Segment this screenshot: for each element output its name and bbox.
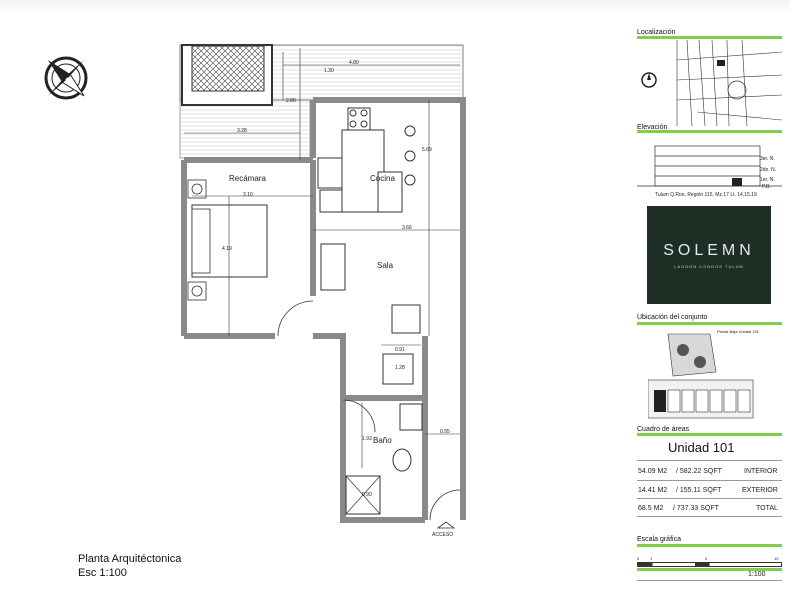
dim-366: 3.66	[402, 225, 412, 231]
access-label: ACCESO	[432, 532, 454, 538]
toilet	[393, 449, 411, 471]
level-pb: P.B.	[762, 184, 771, 190]
ubicacion-sub: Planta Baja Unidad 101	[717, 329, 760, 334]
scale-tick-10: 10	[774, 556, 779, 561]
brand-image	[647, 206, 771, 304]
dim-095: 0.95	[440, 429, 450, 435]
room-label-bedroom: Recámara	[229, 174, 266, 183]
cuadro-label: Cuadro de áreas	[637, 426, 690, 433]
level-2: 2do. N.	[760, 167, 777, 173]
dim-280: 2.80	[286, 98, 296, 104]
sofa	[321, 244, 345, 290]
elevacion-label: Elevación	[637, 124, 668, 131]
area-m2-exterior: 14.41 M2	[638, 487, 668, 494]
dim-328: 3.28	[237, 128, 247, 134]
divider	[637, 433, 782, 436]
room-label-living: Sala	[377, 261, 394, 270]
scale-tick-0: 0	[637, 556, 640, 561]
dim-480: 4.80	[349, 60, 359, 66]
washbasin	[400, 404, 422, 430]
localizacion-label: Localización	[637, 29, 676, 36]
unit-name: Unidad 101	[668, 440, 735, 455]
level-1: 1er. N.	[760, 177, 775, 183]
dim-569: 5.69	[422, 147, 432, 153]
ubicacion-label: Ubicación del conjunto	[637, 314, 708, 321]
graphic-scale-bar	[637, 562, 782, 567]
escala-label: Escala gráfica	[637, 536, 681, 543]
room-label-bath: Baño	[373, 436, 392, 445]
dim-193: 1.93	[362, 436, 372, 442]
scale-tick-5: 5	[705, 556, 708, 561]
area-sqft-total: / 737.33 SQFT	[673, 505, 719, 512]
divider	[637, 322, 782, 325]
scale-ratio: 1:100	[748, 571, 766, 578]
plan-scale: Esc 1:100	[78, 567, 127, 579]
scale-tick-1: 1	[650, 556, 653, 561]
area-sqft-exterior: / 155.11 SQFT	[676, 487, 722, 494]
armchair	[392, 305, 420, 333]
rule	[637, 460, 782, 461]
dim-310: 3.10	[243, 192, 253, 198]
rule	[637, 480, 782, 481]
rule	[637, 580, 782, 581]
area-type-exterior: EXTERIOR	[742, 487, 778, 494]
dim-130: 1.30	[324, 68, 334, 74]
area-m2-total: 68.5 M2	[638, 505, 664, 512]
access-arrow-icon	[438, 522, 454, 528]
door-arc	[278, 301, 313, 336]
plan-title: Planta Arquitéctonica	[78, 553, 182, 565]
divider	[637, 36, 782, 39]
area-type-total: TOTAL	[756, 505, 778, 512]
sink	[318, 158, 342, 188]
north-compass-icon	[46, 58, 86, 98]
address: Tulum Q.Roo, Región 115, Mz.17 Lt. 14,15,19	[655, 192, 757, 198]
rule	[637, 516, 782, 517]
room-label-kitchen: Cocina	[370, 174, 395, 183]
dim-091: 0.91	[395, 347, 405, 353]
area-m2-interior: 54.09 M2	[638, 468, 668, 475]
brand-name: SOLEMN	[663, 242, 755, 259]
area-type-interior: INTERIOR	[744, 468, 778, 475]
location-map	[637, 40, 782, 126]
site-plan-drawing	[648, 332, 776, 422]
area-sqft-interior: / 582.22 SQFT	[676, 468, 722, 475]
divider	[637, 544, 782, 547]
brand-subtitle: LAGOON CONDOS TULUM	[674, 264, 744, 269]
level-3: 3er. N.	[760, 156, 775, 162]
dim-419: 4.19	[222, 246, 232, 252]
rule	[637, 498, 782, 499]
dim-090: 0.90	[362, 492, 372, 498]
dim-128: 1.28	[395, 365, 405, 371]
